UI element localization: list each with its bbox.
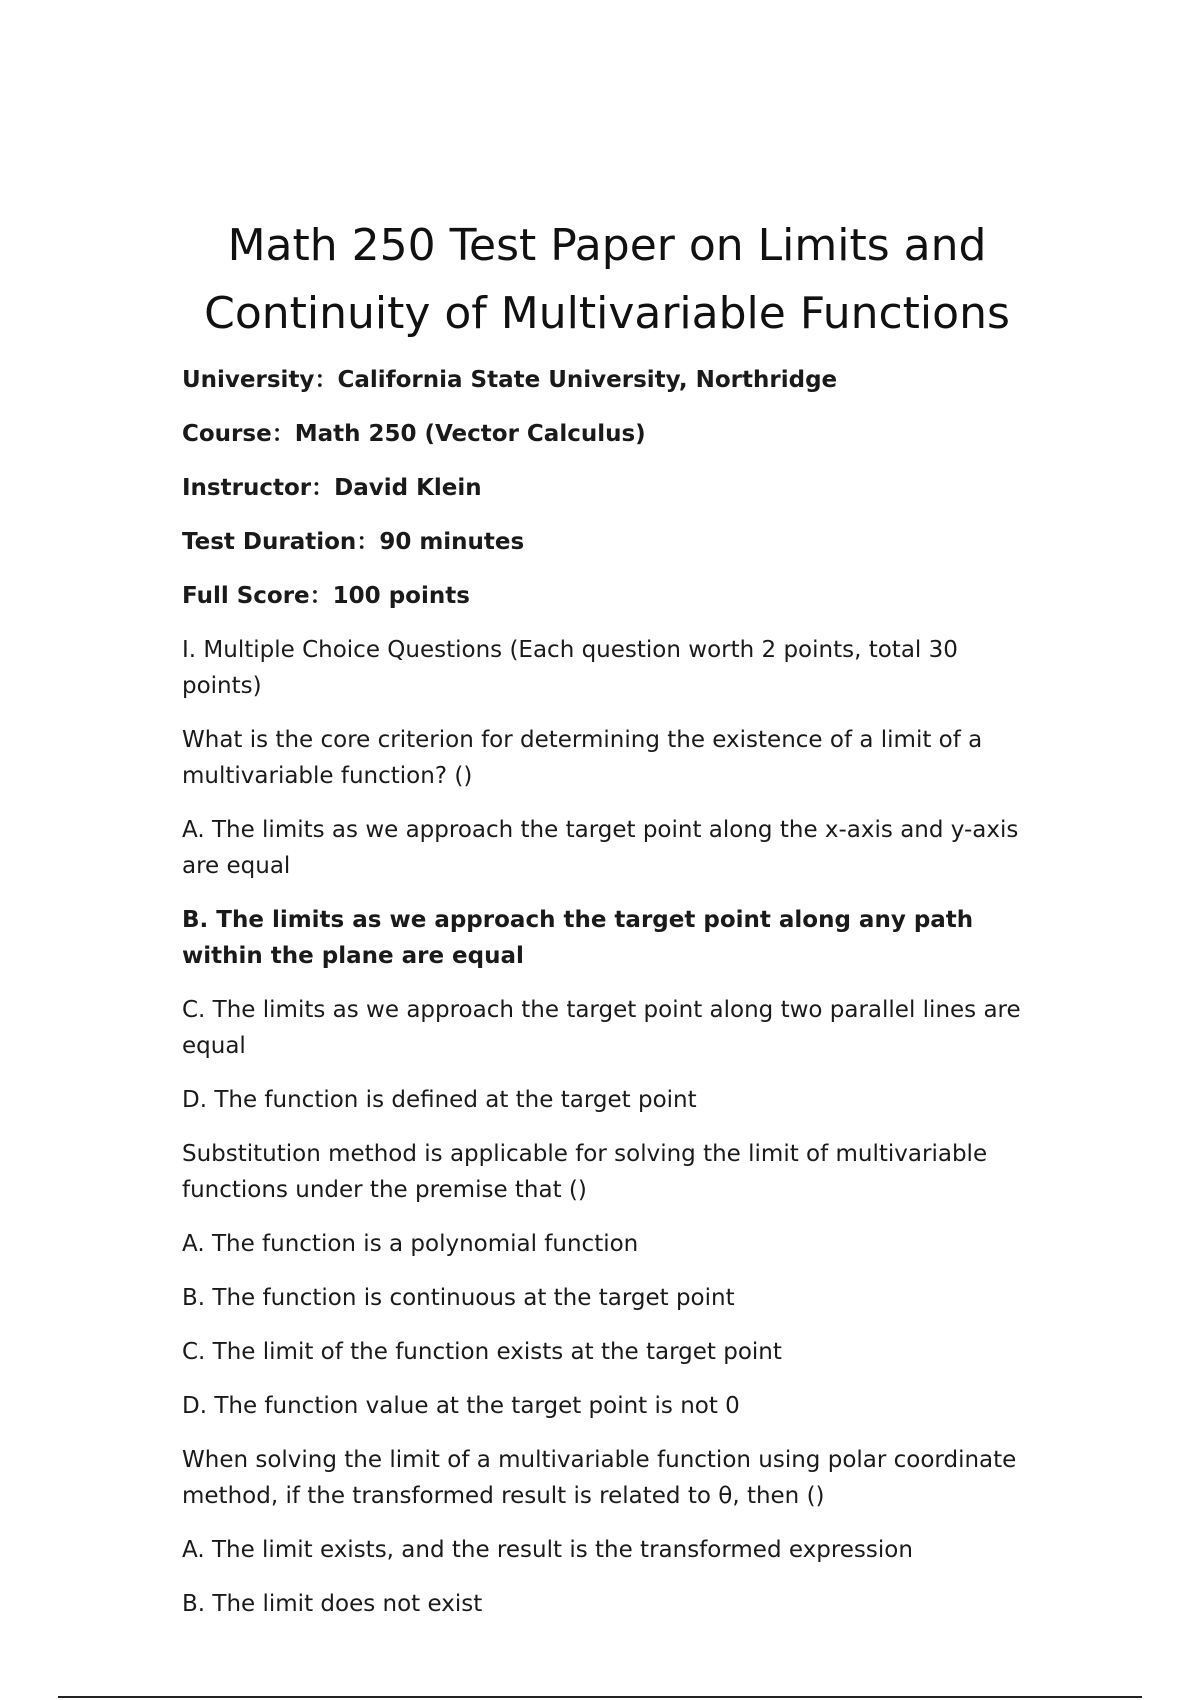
meta-duration: Test Duration：90 minutes <box>182 529 525 555</box>
question-3-option-a: A. The limit exists, and the result is the transformed expression <box>182 1537 913 1563</box>
document-page <box>182 212 1032 1640</box>
question-1-option-d: D. The function is defined at the target point <box>182 1087 697 1113</box>
section-heading: I. Multiple Choice Questions (Each question worth 2 points, total 30 points) <box>182 637 958 699</box>
meta-instructor: Instructor：David Klein <box>182 475 482 501</box>
question-2-option-c: C. The limit of the function exists at the target point <box>182 1339 782 1365</box>
title-line-2: Continuity of Multivariable Functions <box>204 288 1010 339</box>
page-title <box>152 212 1062 348</box>
meta-university: University：California State University, Northridge <box>182 367 838 393</box>
question-3-option-b: B. The limit does not exist <box>182 1591 483 1617</box>
question-1-option-b: B. The limits as we approach the target point along any path within the plane are equal <box>182 907 974 969</box>
title-line-1: Math 250 Test Paper on Limits and <box>227 220 987 271</box>
question-1-option-c: C. The limits as we approach the target point along two parallel lines are equal <box>182 997 1021 1059</box>
question-2-option-d: D. The function value at the target point is not 0 <box>182 1393 740 1419</box>
question-2-stem: Substitution method is applicable for solving the limit of multivariable functions under the premise that () <box>182 1141 988 1203</box>
question-3-stem: When solving the limit of a multivariable function using polar coordinate method, if the transformed result is related to θ, then () <box>182 1447 1017 1509</box>
bottom-divider <box>58 1696 1142 1698</box>
question-1-stem: What is the core criterion for determining the existence of a limit of a multivariable function? () <box>182 727 983 789</box>
question-2-option-a: A. The function is a polynomial function <box>182 1231 639 1257</box>
question-1-option-a: A. The limits as we approach the target point along the x-axis and y-axis are equal <box>182 817 1019 879</box>
question-2-option-b: B. The function is continuous at the target point <box>182 1285 735 1311</box>
meta-course: Course：Math 250 (Vector Calculus) <box>182 421 646 447</box>
meta-full-score: Full Score：100 points <box>182 583 470 609</box>
